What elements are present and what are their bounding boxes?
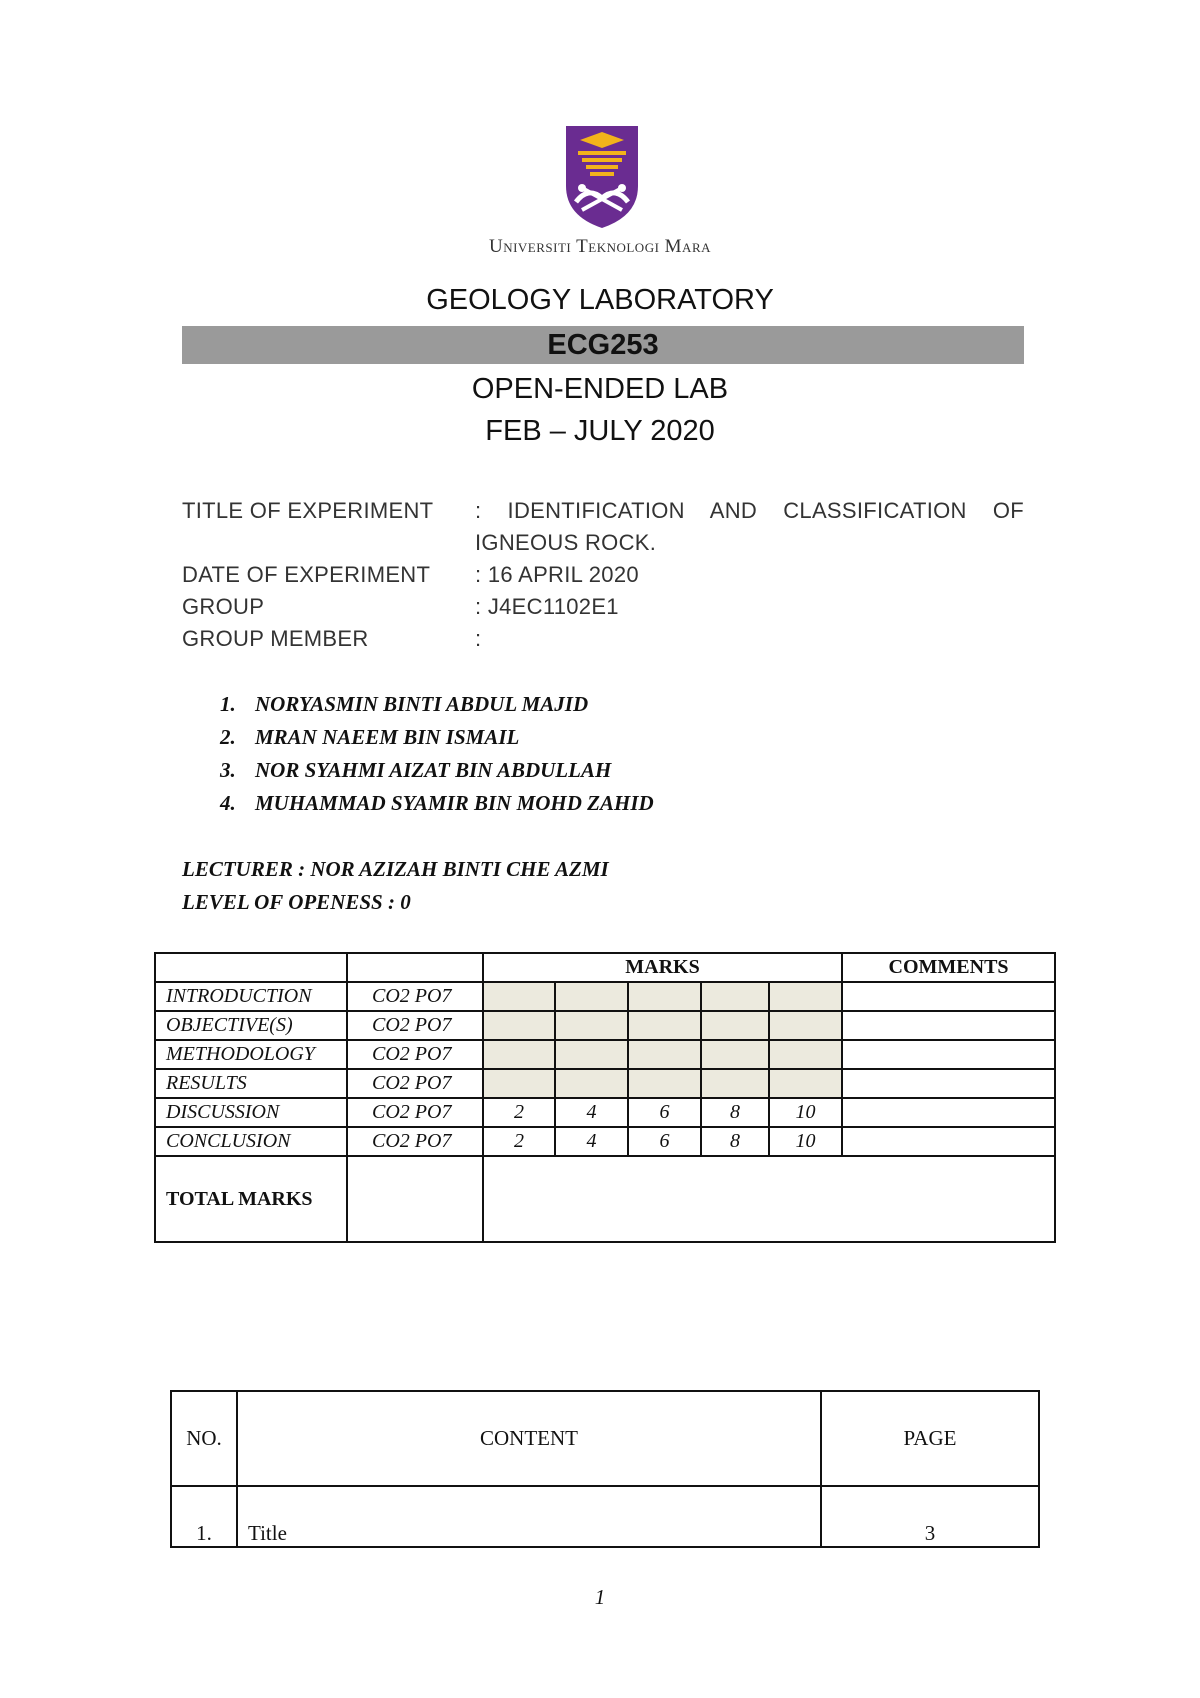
- co-po-code: CO2 PO7: [347, 1069, 483, 1098]
- section-name: METHODOLOGY: [155, 1040, 347, 1069]
- table-cell: [155, 953, 347, 982]
- university-name: Universiti Teknologi Mara: [488, 236, 712, 257]
- co-po-code: CO2 PO7: [347, 1040, 483, 1069]
- openness-level: LEVEL OF OPENESS : 0: [182, 890, 411, 914]
- comments-header: COMMENTS: [842, 953, 1055, 982]
- total-marks-value: [483, 1156, 1055, 1242]
- mark-cell: [483, 1069, 555, 1098]
- co-po-code: CO2 PO7: [347, 1098, 483, 1127]
- marks-header: MARKS: [483, 953, 842, 982]
- mark-cell: [555, 982, 628, 1011]
- title-label: TITLE OF EXPERIMENT: [182, 498, 434, 523]
- mark-cell: [701, 1040, 769, 1069]
- lecturer: LECTURER : NOR AZIZAH BINTI CHE AZMI: [182, 857, 609, 881]
- mark-cell: [769, 1069, 842, 1098]
- list-item: [220, 791, 654, 824]
- member-label: GROUP MEMBER: [182, 626, 369, 651]
- title-value-line1: : IDENTIFICATION AND CLASSIFICATION OF: [475, 498, 1024, 523]
- contents-table: [170, 1390, 1040, 1548]
- lab-type: OPEN-ENDED LAB: [471, 373, 729, 405]
- co-po-code: CO2 PO7: [347, 982, 483, 1011]
- comment-cell: [842, 982, 1055, 1011]
- content-header: CONTENT: [237, 1391, 821, 1486]
- list-item: [220, 725, 654, 758]
- row-page: 3: [821, 1486, 1039, 1547]
- section-name: OBJECTIVE(S): [155, 1011, 347, 1040]
- comment-cell: [842, 1098, 1055, 1127]
- table-cell: [347, 953, 483, 982]
- mark-cell: [628, 1040, 701, 1069]
- table-row: [155, 982, 1055, 1011]
- mark-cell: 6: [628, 1127, 701, 1156]
- member-number: 1.: [220, 692, 236, 716]
- member-name: NORYASMIN BINTI ABDUL MAJID: [255, 692, 589, 716]
- table-row: [155, 1011, 1055, 1040]
- member-value: :: [475, 626, 482, 651]
- marks-body: [155, 982, 1055, 1156]
- table-row: [155, 1069, 1055, 1098]
- member-name: MRAN NAEEM BIN ISMAIL: [255, 725, 520, 749]
- total-row: [155, 1156, 1055, 1242]
- section-name: INTRODUCTION: [155, 982, 347, 1011]
- section-name: DISCUSSION: [155, 1098, 347, 1127]
- member-name: NOR SYAHMI AIZAT BIN ABDULLAH: [255, 758, 612, 782]
- page-header: PAGE: [821, 1391, 1039, 1486]
- mark-cell: [483, 1040, 555, 1069]
- marks-table: [154, 952, 1056, 1243]
- member-number: 4.: [220, 791, 236, 815]
- table-cell: [347, 1156, 483, 1242]
- mark-cell: 10: [769, 1098, 842, 1127]
- section-name: RESULTS: [155, 1069, 347, 1098]
- mark-cell: 2: [483, 1098, 555, 1127]
- uitm-crest-icon: [564, 124, 640, 230]
- table-row: [155, 1127, 1055, 1156]
- comment-cell: [842, 1011, 1055, 1040]
- member-list: [220, 692, 654, 824]
- comment-cell: [842, 1069, 1055, 1098]
- course-code: ECG253: [182, 326, 1024, 364]
- lab-title: GEOLOGY LABORATORY: [426, 284, 774, 316]
- mark-cell: [769, 1011, 842, 1040]
- co-po-code: CO2 PO7: [347, 1011, 483, 1040]
- list-item: [220, 758, 654, 791]
- list-item: [220, 692, 654, 725]
- title-value-line2: IGNEOUS ROCK.: [475, 530, 657, 555]
- mark-cell: [555, 1011, 628, 1040]
- table-row: [171, 1486, 1039, 1547]
- row-content: Title: [237, 1486, 821, 1547]
- mark-cell: [701, 1011, 769, 1040]
- mark-cell: 4: [555, 1127, 628, 1156]
- mark-cell: 2: [483, 1127, 555, 1156]
- mark-cell: [628, 982, 701, 1011]
- total-marks-label: TOTAL MARKS: [155, 1156, 347, 1242]
- mark-cell: [628, 1069, 701, 1098]
- date-value: : 16 APRIL 2020: [475, 562, 639, 587]
- member-number: 3.: [220, 758, 236, 782]
- table-row: [155, 1040, 1055, 1069]
- section-name: CONCLUSION: [155, 1127, 347, 1156]
- row-number: 1.: [171, 1486, 237, 1547]
- mark-cell: [701, 982, 769, 1011]
- mark-cell: 6: [628, 1098, 701, 1127]
- semester: FEB – JULY 2020: [485, 415, 715, 447]
- mark-cell: [628, 1011, 701, 1040]
- page-number: 1: [594, 1585, 606, 1609]
- mark-cell: 8: [701, 1127, 769, 1156]
- group-value: : J4EC1102E1: [475, 594, 619, 619]
- table-row: [155, 1098, 1055, 1127]
- co-po-code: CO2 PO7: [347, 1127, 483, 1156]
- mark-cell: [555, 1069, 628, 1098]
- mark-cell: [483, 982, 555, 1011]
- member-number: 2.: [220, 725, 236, 749]
- member-name: MUHAMMAD SYAMIR BIN MOHD ZAHID: [255, 791, 654, 815]
- mark-cell: 4: [555, 1098, 628, 1127]
- mark-cell: [483, 1011, 555, 1040]
- mark-cell: 8: [701, 1098, 769, 1127]
- group-label: GROUP: [182, 594, 265, 619]
- mark-cell: [555, 1040, 628, 1069]
- comment-cell: [842, 1040, 1055, 1069]
- no-header: NO.: [171, 1391, 237, 1486]
- mark-cell: [769, 982, 842, 1011]
- comment-cell: [842, 1127, 1055, 1156]
- table-header-row: [171, 1391, 1039, 1486]
- mark-cell: [769, 1040, 842, 1069]
- mark-cell: 10: [769, 1127, 842, 1156]
- table-header-row: [155, 953, 1055, 982]
- date-label: DATE OF EXPERIMENT: [182, 562, 431, 587]
- mark-cell: [701, 1069, 769, 1098]
